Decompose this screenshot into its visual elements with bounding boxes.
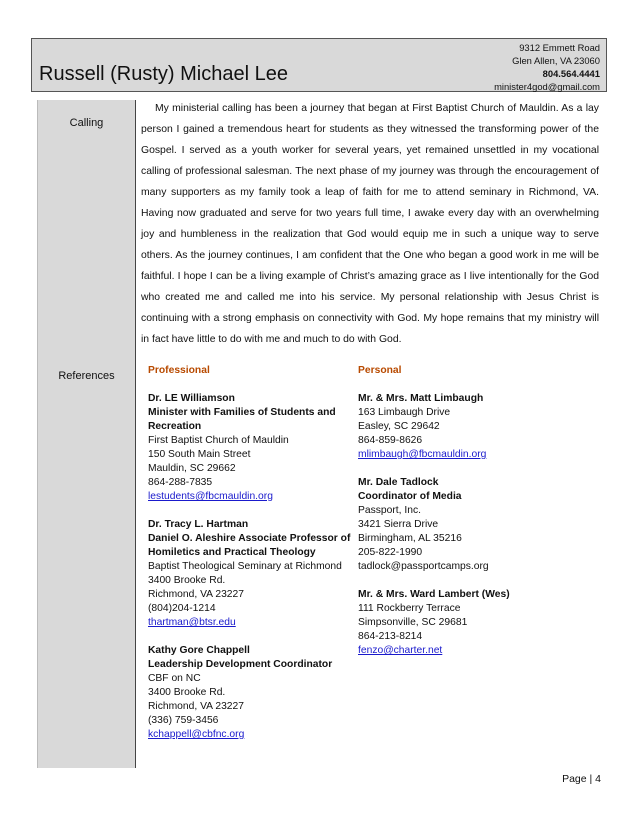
personal-reference-list xyxy=(358,392,598,658)
reference-detail: Richmond, VA 23227 xyxy=(148,701,244,712)
personal-heading: Personal xyxy=(358,365,402,376)
calling-paragraph: My ministerial calling has been a journey that began at First Baptist Church of Mauldin. As a lay person I gained a tremendous heart for students as they witnessed the transforming power of the Gospel. I served as a youth worker for several years, yet remained unsettled in my vocational calling of professional salesman. The next phase of my journey was through the encouragement of many supporters as my family took a leap of faith for me to attend seminary in Richmond, VA. Having now graduated and serve for two years full time, I awake every day with an overwhelming joy and humbleness in the realization that God would equip me in such a unique way to serve others. As the journey continues, I am confident that the One who began a good work in me will be faithful. I hope I can be a living example of Christ’s amazing grace as I live intentionally for the God who created me and called me into his service. My personal relationship with Jesus Christ is continuing with a strong emphasis on connectivity with God. My hope remains that my ministry will in fact have little to do with me and much to do with God. xyxy=(141,103,599,345)
reference-name-title: Mr. & Mrs. Ward Lambert (Wes) xyxy=(358,589,510,600)
reference-email-link[interactable]: kchappell@cbfnc.org xyxy=(148,729,245,740)
professional-reference-list xyxy=(148,392,353,742)
reference-detail: (804)204-1214 xyxy=(148,603,216,614)
phone-number: 804.564.4441 xyxy=(542,68,600,79)
reference-detail: CBF on NC xyxy=(148,673,201,684)
reference-detail: 150 South Main Street xyxy=(148,449,251,460)
contact-block xyxy=(494,41,600,93)
reference-detail: 864-288-7835 xyxy=(148,477,213,488)
address-line-1: 9312 Emmett Road xyxy=(519,42,600,53)
reference-detail: 864-859-8626 xyxy=(358,435,423,446)
reference-name-title: Homiletics and Practical Theology xyxy=(148,547,316,558)
reference-detail: 3421 Sierra Drive xyxy=(358,519,439,530)
reference-detail: Simpsonville, SC 29681 xyxy=(358,617,468,628)
reference-name-title: Coordinator of Media xyxy=(358,491,462,502)
reference-detail: (336) 759-3456 xyxy=(148,715,219,726)
reference-entry xyxy=(358,476,598,574)
applicant-name: Russell (Rusty) Michael Lee xyxy=(39,63,288,85)
reference-name-title: Mr. & Mrs. Matt Limbaugh xyxy=(358,393,484,404)
reference-detail: Easley, SC 29642 xyxy=(358,421,440,432)
reference-email-link[interactable]: lestudents@fbcmauldin.org xyxy=(148,491,273,502)
reference-detail: Richmond, VA 23227 xyxy=(148,589,244,600)
reference-name-title: Kathy Gore Chappell xyxy=(148,645,250,656)
reference-detail: Mauldin, SC 29662 xyxy=(148,463,236,474)
professional-references xyxy=(148,364,353,756)
page-number: Page | 4 xyxy=(562,773,601,785)
reference-detail: 3400 Brooke Rd. xyxy=(148,687,226,698)
reference-email-link[interactable]: fenzo@charter.net xyxy=(358,645,443,656)
reference-entry xyxy=(148,644,353,742)
reference-name-title: Leadership Development Coordinator xyxy=(148,659,333,670)
reference-detail: tadlock@passportcamps.org xyxy=(358,561,489,572)
reference-entry xyxy=(148,518,353,630)
reference-detail: 205-822-1990 xyxy=(358,547,423,558)
reference-name-title: Dr. Tracy L. Hartman xyxy=(148,519,249,530)
reference-name-title: Dr. LE Williamson xyxy=(148,393,235,404)
reference-detail: Passport, Inc. xyxy=(358,505,421,516)
section-sidebar xyxy=(37,100,136,768)
reference-detail: Birmingham, AL 35216 xyxy=(358,533,462,544)
reference-detail: 111 Rockberry Terrace xyxy=(358,603,461,614)
email-address[interactable]: minister4god@gmail.com xyxy=(494,81,600,92)
professional-heading: Professional xyxy=(148,365,210,376)
resume-header xyxy=(31,38,607,92)
calling-section-label: Calling xyxy=(69,117,104,129)
calling-paragraph-container xyxy=(141,98,599,350)
reference-detail: First Baptist Church of Mauldin xyxy=(148,435,289,446)
reference-name-title: Minister with Families of Students and xyxy=(148,407,336,418)
reference-entry xyxy=(358,588,598,658)
reference-detail: 864-213-8214 xyxy=(358,631,423,642)
reference-entry xyxy=(358,392,598,462)
reference-name-title: Mr. Dale Tadlock xyxy=(358,477,439,488)
reference-name-title: Daniel O. Aleshire Associate Professor of xyxy=(148,533,351,544)
references-section-label: References xyxy=(58,370,115,382)
reference-detail: Baptist Theological Seminary at Richmond xyxy=(148,561,342,572)
address-line-2: Glen Allen, VA 23060 xyxy=(512,55,600,66)
reference-detail: 163 Limbaugh Drive xyxy=(358,407,451,418)
personal-references xyxy=(358,364,598,672)
reference-entry xyxy=(148,392,353,504)
reference-email-link[interactable]: thartman@btsr.edu xyxy=(148,617,236,628)
reference-email-link[interactable]: mlimbaugh@fbcmauldin.org xyxy=(358,449,487,460)
reference-name-title: Recreation xyxy=(148,421,202,432)
reference-detail: 3400 Brooke Rd. xyxy=(148,575,226,586)
